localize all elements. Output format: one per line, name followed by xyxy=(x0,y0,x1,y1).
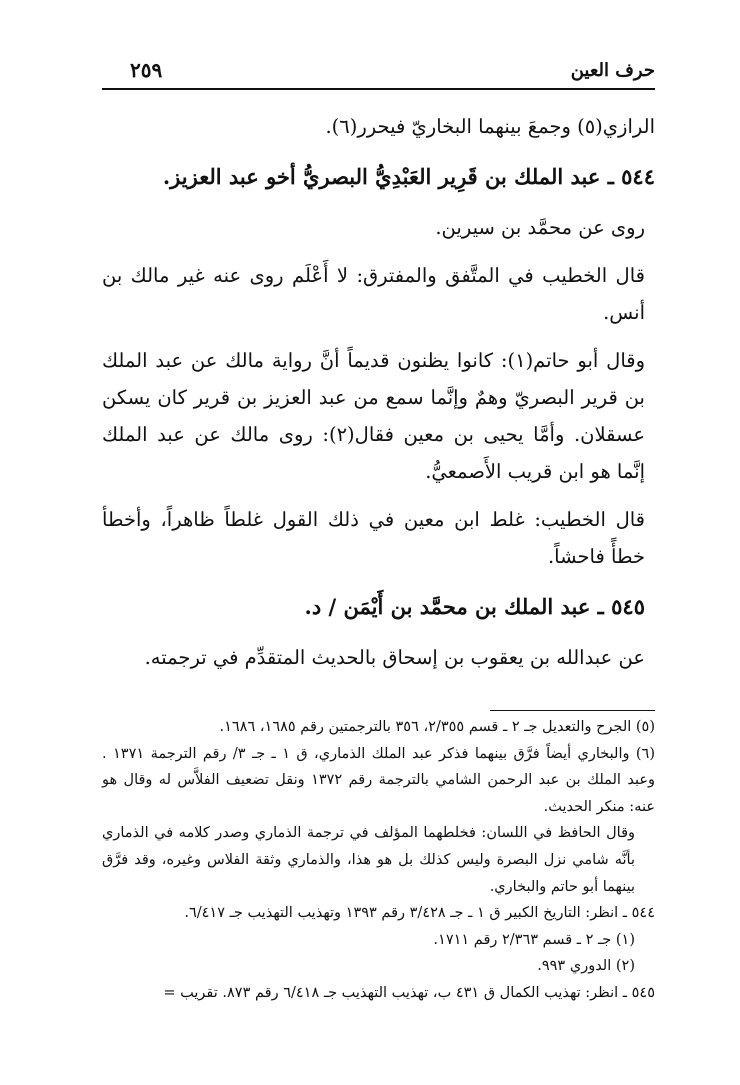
footnote-rule xyxy=(490,710,655,711)
note-545: ٥٤٥ ـ انظر: تهذيب الكمال ق ٤٣١ ب، تهذيب التهذيب جـ ٦/٤١٨ رقم ٨٧٣. تقريب = xyxy=(163,984,655,1001)
footnote-5: (٥) الجرح والتعديل جـ ٢ ـ قسم ٢/٣٥٥، ٣٥٦ بالترجمتين رقم ١٦٨٥، ١٦٨٦. xyxy=(219,719,655,735)
footnote-6-continued: وقال الحافظ في اللسان: فخلطهما المؤلف في ترجمة الذماري وصدر كلامه في الذماري بأنَّه شامي نزل البصرة وليس كذلك بل هو هذا، والذماري وثقة الفلاس وغيره، وقد فرَّق بينهما أبو حاتم والبخاري. xyxy=(102,825,635,895)
paragraph-continuation: الرازي(٥) وجمعَ بينهما البخاريّ فيحرر(٦). xyxy=(325,115,655,138)
header-rule xyxy=(102,88,655,90)
paragraph-abu-hatim: وقال أبو حاتم(١): كانوا يظنون قديماً أنَّ رواية مالك عن عبد الملك بن قرير البصريّ وهمٌ وإنَّما سمع من عبد العزيز بن قرير كان يسكن عسقلان. وأمَّا يحيى بن معين فقال(٢): روى مالك عن عبد الملك إنَّما هو ابن قريب الأَصمعيُّ. xyxy=(102,349,645,483)
paragraph-khatib-critique: قال الخطيب: غلط ابن معين في ذلك القول غلطاً ظاهراً، وأخطأ خطأً فاحشاً. xyxy=(102,508,645,568)
paragraph-entry-545: عن عبدالله بن يعقوب بن إسحاق بالحديث المتقدِّم في ترجمته. xyxy=(144,646,645,669)
footnotes xyxy=(102,714,655,1007)
main-text xyxy=(102,108,655,676)
note-544-2: (٢) الدوري ٩٩٣. xyxy=(537,958,635,975)
entry-heading-544: ٥٤٤ ـ عبد الملك بن قَرِير العَبْدِيُّ البصريُّ أخو عبد العزيز. xyxy=(162,164,655,189)
running-header xyxy=(102,58,655,84)
chapter-title: حرف العين xyxy=(570,60,655,81)
entry-heading-545: ٥٤٥ ـ عبد الملك بن محمَّد بن أَيْمَن / د. xyxy=(304,594,645,619)
paragraph-khatib: قال الخطيب في المتَّفق والمفترق: لا أَعْلَم روى عنه غير مالك بن أنس. xyxy=(102,264,645,324)
note-544-1: (١) جـ ٢ ـ قسم ٢/٣٦٣ رقم ١٧١١. xyxy=(433,931,635,948)
page-number: ٢٥٩ xyxy=(130,58,163,82)
footnote-6: (٦) والبخاري أيضاً فرَّق بينهما فذكر عبد الملك الذماري، ق ١ ـ جـ ٣/ رقم الترجمة ١٣٧١ . وعبد الملك بن عبد الرحمن الشامي بالترجمة رقم ١٣٧٢ ونقل تضعيف الفلاَّس له وقال هو عنه: منكر الحديث. xyxy=(102,745,656,815)
paragraph-narration: روى عن محمَّد بن سيرين. xyxy=(435,216,645,239)
note-544: ٥٤٤ ـ انظر: التاريخ الكبير ق ١ ـ جـ ٣/٤٢٨ رقم ١٣٩٣ وتهذيب التهذيب جـ ٦/٤١٧. xyxy=(184,905,655,922)
